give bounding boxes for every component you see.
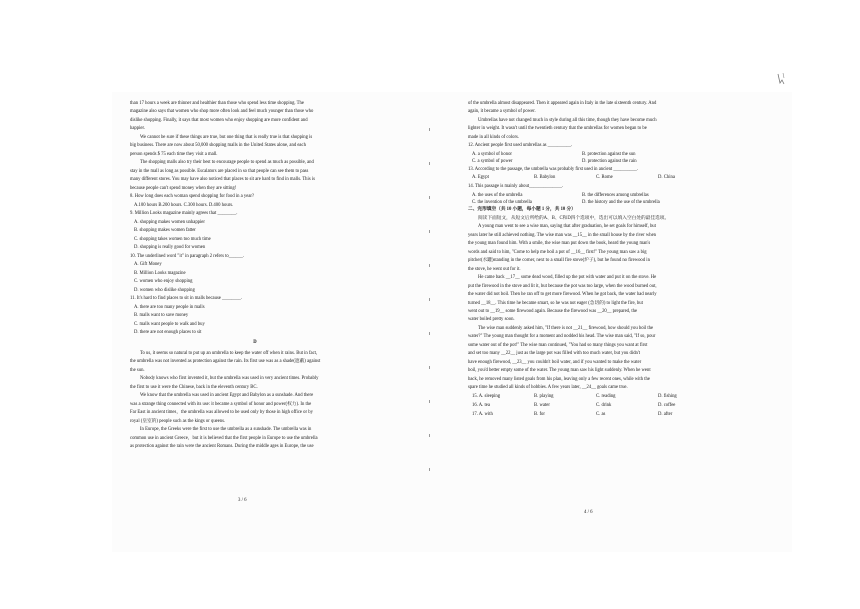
text-line: 12. Ancient people first used umbrellas as __________. [468,143,573,149]
text-line: person spends $ 75 each time they visit a mall. [130,151,218,157]
section-title: 二、完形填空（共 10 小题，每小题 1 分，共 10 分） [468,207,576,213]
text-line: made in all kinds of colors. [468,134,520,140]
passage-line: have enough firewood, __23__ you couldn't boil water, and if you wanted to make the water [468,359,642,365]
passage-line: some water out of the pot!" The wise man continued, "You had so many things you want at first [468,342,648,348]
option-text: D. coffee [658,402,676,408]
option-text: 15. A. sleeping [472,394,501,400]
question-13-options [468,174,720,181]
option-text: C. a symbol of power [472,159,513,165]
question-14-options [468,192,720,207]
passage-line: and set too many __22__ just as the large pot was filled with too much water, but you didn't [468,351,641,357]
passage-line: pitcher(水罐)standing in the corner, next to a small fire stove(炉子), but he found no firewood in [468,258,650,264]
text-line: big business. There are now about 50,000 shopping malls in the United States alone, and each [130,143,306,149]
option-text: C. Rome [596,175,613,181]
passage-line: A young man went to see a wise man, saying that after graduation, he set goals for himself, but [478,224,656,230]
text-line: lighter in weight. It wasn't until the twentieth century that the umbrellas for women began to be [468,126,647,132]
text-line: 8. How long does each woman spend shopping for food in a year? [130,194,255,200]
option-text: C. drink [596,402,612,408]
text-line: of the umbrella almost disappeared. Then it appeared again in Italy in the late sixteenth century. And [468,101,657,106]
question-14: 14. This passage is mainly about______________. [468,184,564,190]
option-text: C. as [596,411,606,417]
option-text: D. protection against the rain [582,159,637,165]
option-text: 17. A. with [472,411,493,417]
option-text: A. Egypt [472,175,489,181]
option-text: C. the invention of the umbrella [472,199,532,205]
page-fold-divider [429,128,430,488]
text-line: D. there are not enough places to sit [134,330,202,336]
section-instructions: 阅读下面短文，从短文后所给的A、B、C和D四个选项中，选出可以填入空白处的最佳选项。 [478,215,670,221]
text-line: C. shopping takes women too much time [134,236,211,242]
page-number-right: 4 / 6 [584,510,593,515]
passage-line: back, he removed many listed goals from his plan, leaving only a few recent ones, while with the [468,376,650,382]
text-line: B. shopping makes women fatter [134,228,196,234]
text-line: happier. [130,126,145,132]
text-line: Umbrellas have not changed much in style during all this time, though they have become much [478,117,657,123]
text-line: D [253,340,257,346]
text-line: as protection against the rain were the ancient Romans. During the middle ages in Europe, the use [130,444,314,449]
passage-line: boil, you'd better empty some of the water. The young man saw his light suddenly. When he went [468,368,651,374]
text-line: than 17 hours a week are thinner and healthier than those who spend less time shopping. The [130,101,304,106]
text-line: many different stores. You may have also noticed that places to sit are hard to find in malls. This is [130,177,315,183]
text-line: Nobody knows who first invented it, but the umbrella was used in very ancient times. Probably [140,376,319,382]
text-line: D. women who dislike shopping [134,287,195,293]
text-line: A. Gift Money [134,262,162,268]
passage-line: put the firewood in the stove and lit it, but because the pot was too large, when the wood burned out, [468,283,657,289]
question-12-options [468,151,720,166]
passage-line: He came back __17__ some dead wood, filled up the pot with water and put it on the stove. He [478,275,657,281]
text-line: C. women who enjoy shopping [134,279,193,285]
left-page-text [130,100,380,450]
option-text: A. a symbol of honor [472,151,512,157]
option-text: B. playing [534,394,554,400]
text-line: Far East in ancient times，the umbrella was allowed to be used only by those in high office or by [130,410,313,416]
option-text: B. for [534,411,545,417]
text-line: because people can't spend money when they are sitting! [130,185,237,191]
text-line: A. there are too many people in malls [134,304,205,310]
passage-line: words and said to him, "Come to help me boil a pot of __16__ first!" The young man saw a big [468,249,647,255]
page-number-left: 3 / 6 [238,498,247,503]
option-row [468,151,720,158]
passage-line: the young man found him. With a smile, the wise man put down the book, heard the young man's [468,241,651,247]
option-text: D. China [658,175,675,181]
text-line: the sun. [130,367,145,373]
passage-line: spare time he studied all kinds of hobbies. A few years later, __24__ goals came true. [468,385,628,391]
text-line: A.100 hours B.200 hours. C.300 hours. D.400 hours. [134,202,234,208]
cloze-option-row [468,411,720,418]
text-line: A. shopping makes women unhappier [134,219,205,225]
option-text: B. the differences among umbrellas [582,192,649,198]
text-line: the first to use it were the Chinese, back in the eleventh century BC. [130,384,258,390]
passage-line: water boiled pretty soon. [468,317,515,323]
text-line: The shopping malls also try their best to encourage people to spend as much as possible, and [140,160,314,166]
text-line: magazine also says that women who shop more often look and feel much younger than those who [130,109,314,115]
cloze-options [468,393,720,418]
passage-line: years later he still achieved nothing. The wise man was __15__ in the small house by the river when [468,232,657,238]
question-13: 13. According to the passage, the umbrella was probably first used in ancient __________. [468,166,639,172]
passage-line: water?" The young man thought for a moment and nodded his head. The wise man said, "If so, pour [468,334,656,340]
option-text: D. after [658,411,673,417]
passage-line: the water did not boil. Then he ran off to get more firewood. When he got back, the water had nearly [468,292,657,298]
text-line: D. shopping is really good for women [134,245,206,251]
text-line: was a strange thing connected with its use: it became a symbol of honor and power(权力). In the [130,401,312,407]
cloze-option-row [468,393,720,400]
text-line: We know that the umbrella was used in ancient Egypt and Babylon as a sunshade. And there [140,393,314,399]
option-text: 16. A. tea [472,402,490,408]
scan-mark-icon [772,70,790,88]
option-row [468,199,720,206]
text-line: common use in ancient Greece，but it is believed that the first people in Europe to use the umbrella [130,435,318,441]
option-text: B. water [534,402,550,408]
text-line: B. malls want to save money [134,313,189,319]
option-text: C. reading [596,394,616,400]
text-line: To us, it seems so natural to put up an umbrella to keep the water off when it rains. But in fact, [140,350,318,356]
option-row [468,158,720,165]
option-text: A. the uses of the umbrella [472,192,523,198]
text-line: In Europe, the Greeks were the first to use the umbrella as a sunshade. The umbrella was in [140,427,312,433]
text-line: B. Million Looks magazine [134,270,186,276]
text-line: stay in the mall as long as possible. Escalators are placed in so that people can see them to pass [130,168,309,174]
text-line: 9. Million Looks magazine mainly agrees that ________. [130,211,238,217]
cloze-passage [468,223,720,392]
option-text: B. Babylon [534,175,556,181]
text-line: again, it became a symbol of power. [468,109,536,115]
passage-line: The wise man suddenly asked him, "If there is not __21__ firewood, how should you boil the [478,325,654,331]
text-line: We cannot be sure if these things are true, but one thing that is really true is that shopping is [140,134,313,140]
left-page [130,100,380,451]
option-text: D. fishing [658,394,677,400]
text-line: the umbrella was not invented as protection against the rain. Its first use was as a shade(遮蔽) against [130,359,321,365]
right-page-text [468,100,720,150]
text-line: C. malls want people to walk and buy [134,321,205,327]
cloze-option-row [468,402,720,409]
text-line: dislike shopping. Finally, it says that most women who enjoy shopping are more confident and [130,117,308,123]
right-page [468,100,720,420]
option-text: D. the history and the use of the umbrella [582,199,660,205]
text-line: 11. It's hard to find places to sit in malls because ________. [130,296,242,302]
passage-line: went out to __19__ some firewood again. Because the firewood was __20__ prepared, the [468,308,638,314]
passage-line: turned __18__. This time he became smart, so he was not eager (急切的) to light the fire, but [468,300,643,306]
option-text: B. protection against the sun [582,151,636,157]
text-line: 10. The underlined word "it" in paragraph 2 refers to______. [130,253,244,259]
text-line: royal (皇室的) people such as the kings or queens. [130,418,226,424]
passage-line: the stove, he went out for it. [468,266,521,272]
option-row [468,192,720,199]
